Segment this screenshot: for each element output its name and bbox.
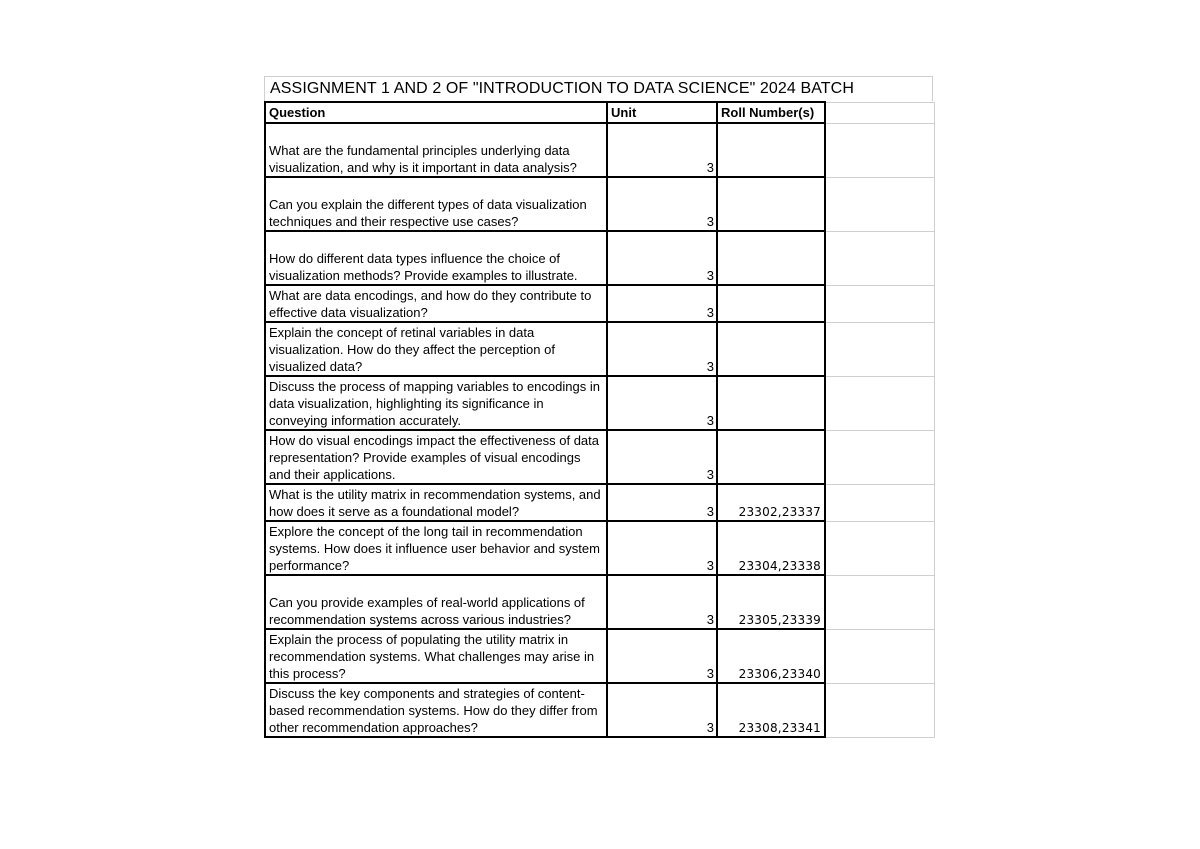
roll-value: 23304,23338 — [738, 559, 821, 573]
spreadsheet — [264, 76, 933, 738]
table-row — [265, 683, 934, 737]
empty-cell — [825, 322, 934, 376]
roll-value: 23305,23339 — [738, 613, 821, 627]
question-cell — [265, 575, 607, 629]
question-text: How do different data types influence the choice of visualization methods? Provide examples to illustrate. — [269, 251, 578, 283]
unit-cell — [607, 285, 717, 322]
question-text: Explain the concept of retinal variables in data visualization. How do they affect the perception of visualized data? — [269, 325, 555, 374]
question-cell — [265, 430, 607, 484]
roll-cell — [717, 376, 825, 430]
roll-cell — [717, 575, 825, 629]
unit-value: 3 — [706, 268, 714, 283]
unit-cell — [607, 629, 717, 683]
unit-cell — [607, 322, 717, 376]
unit-cell — [607, 683, 717, 737]
question-text: Explain the process of populating the utility matrix in recommendation systems. What challenges may arise in this process? — [269, 632, 595, 681]
unit-cell — [607, 376, 717, 430]
question-text: Can you explain the different types of data visualization techniques and their respective use cases? — [269, 197, 587, 229]
roll-value: 23308,23341 — [738, 721, 821, 735]
question-cell — [265, 123, 607, 177]
question-cell — [265, 484, 607, 521]
table-row — [265, 484, 934, 521]
empty-cell — [825, 177, 934, 231]
header-row — [265, 102, 934, 123]
roll-cell — [717, 683, 825, 737]
unit-value: 3 — [706, 666, 714, 681]
question-text: What is the utility matrix in recommendation systems, and how does it serve as a foundational model? — [269, 487, 601, 519]
unit-value: 3 — [706, 558, 714, 573]
unit-cell — [607, 575, 717, 629]
sheet-title: ASSIGNMENT 1 AND 2 OF "INTRODUCTION TO DATA SCIENCE" 2024 BATCH — [270, 80, 854, 97]
unit-value: 3 — [706, 467, 714, 482]
roll-cell — [717, 430, 825, 484]
question-cell — [265, 285, 607, 322]
unit-cell — [607, 430, 717, 484]
table-row — [265, 123, 934, 177]
unit-cell — [607, 521, 717, 575]
question-text: What are data encodings, and how do they contribute to effective data visualization? — [269, 288, 592, 320]
unit-value: 3 — [706, 359, 714, 374]
unit-value: 3 — [706, 413, 714, 428]
table-row — [265, 430, 934, 484]
unit-value: 3 — [706, 720, 714, 735]
header-unit: Unit — [607, 102, 717, 123]
assignment-table — [264, 101, 935, 738]
table-row — [265, 177, 934, 231]
empty-cell — [825, 521, 934, 575]
empty-cell — [825, 430, 934, 484]
table-row — [265, 322, 934, 376]
unit-value: 3 — [706, 214, 714, 229]
unit-value: 3 — [706, 504, 714, 519]
unit-cell — [607, 177, 717, 231]
question-text: Explore the concept of the long tail in recommendation systems. How does it influence user behavior and system performance? — [269, 524, 600, 573]
empty-cell — [825, 123, 934, 177]
header-question: Question — [265, 102, 607, 123]
unit-cell — [607, 484, 717, 521]
question-cell — [265, 376, 607, 430]
table-row — [265, 231, 934, 285]
roll-cell — [717, 231, 825, 285]
roll-cell — [717, 484, 825, 521]
table-row — [265, 629, 934, 683]
empty-cell — [825, 285, 934, 322]
table-row — [265, 575, 934, 629]
question-text: How do visual encodings impact the effectiveness of data representation? Provide examples of visual encodings and their applications. — [269, 433, 600, 482]
question-text: Discuss the key components and strategies of content-based recommendation systems. How do they differ from other recommendation approaches? — [269, 686, 598, 735]
roll-cell — [717, 322, 825, 376]
unit-value: 3 — [706, 612, 714, 627]
roll-cell — [717, 177, 825, 231]
question-text: What are the fundamental principles underlying data visualization, and why is it important in data analysis? — [269, 143, 577, 175]
question-cell — [265, 322, 607, 376]
roll-cell — [717, 123, 825, 177]
unit-cell — [607, 231, 717, 285]
empty-cell — [825, 683, 934, 737]
question-text: Can you provide examples of real-world applications of recommendation systems across various industries? — [269, 595, 585, 627]
roll-value: 23302,23337 — [738, 505, 821, 519]
question-cell — [265, 177, 607, 231]
unit-value: 3 — [706, 160, 714, 175]
roll-cell — [717, 629, 825, 683]
table-row — [265, 376, 934, 430]
empty-cell — [825, 102, 934, 123]
roll-cell — [717, 285, 825, 322]
unit-value: 3 — [706, 305, 714, 320]
empty-cell — [825, 629, 934, 683]
question-text: Discuss the process of mapping variables to encodings in data visualization, highlighting its significance in conveying information accurately. — [269, 379, 600, 428]
unit-cell — [607, 123, 717, 177]
empty-cell — [825, 575, 934, 629]
table-row — [265, 521, 934, 575]
title-row — [264, 76, 933, 101]
empty-cell — [825, 484, 934, 521]
question-cell — [265, 521, 607, 575]
header-roll-numbers: Roll Number(s) — [717, 102, 825, 123]
empty-cell — [825, 231, 934, 285]
question-cell — [265, 683, 607, 737]
question-cell — [265, 629, 607, 683]
question-cell — [265, 231, 607, 285]
roll-cell — [717, 521, 825, 575]
empty-cell — [825, 376, 934, 430]
table-row — [265, 285, 934, 322]
roll-value: 23306,23340 — [738, 667, 821, 681]
